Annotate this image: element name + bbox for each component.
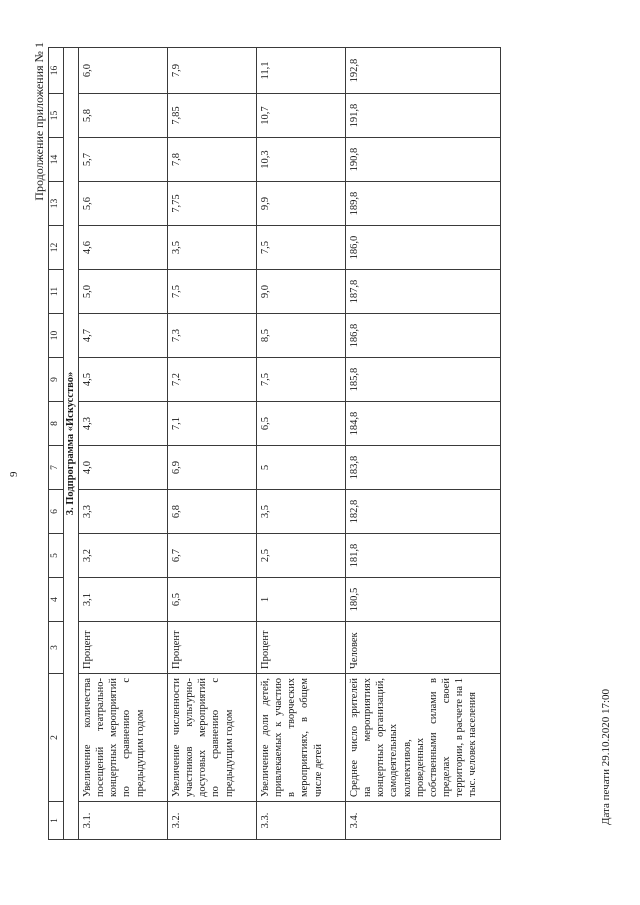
col-header: 1 [49, 802, 64, 840]
value-cell: 7,5 [257, 358, 346, 402]
table-row [168, 48, 257, 840]
col-header: 5 [49, 534, 64, 578]
value-cell: 10,7 [257, 94, 346, 138]
row-number: 3.3. [257, 802, 346, 840]
value-cell: 6,8 [168, 490, 257, 534]
value-cell: 181,8 [346, 534, 501, 578]
value-cell: 7,5 [257, 226, 346, 270]
value-cell: 5,6 [79, 182, 168, 226]
value-cell: 7,2 [168, 358, 257, 402]
col-header: 12 [49, 226, 64, 270]
indicator-name: Увеличение численности участников культурно-досуговых мероприятий по сравнению с предыдущим годом [168, 674, 257, 802]
col-header: 2 [49, 674, 64, 802]
value-cell: 6,0 [79, 48, 168, 94]
value-cell: 1 [257, 578, 346, 622]
value-cell: 10,3 [257, 138, 346, 182]
appendix-continuation: Продолжение приложения № 1 [32, 42, 46, 201]
col-header: 11 [49, 270, 64, 314]
value-cell: 6,9 [168, 446, 257, 490]
value-cell: 191,8 [346, 94, 501, 138]
col-header: 3 [49, 622, 64, 674]
unit-cell: Процент [168, 622, 257, 674]
value-cell: 2,5 [257, 534, 346, 578]
table-row [257, 48, 346, 840]
col-header: 6 [49, 490, 64, 534]
section-title: 3. Подпрограмма «Искусство» [64, 48, 79, 840]
row-number: 3.1. [79, 802, 168, 840]
col-header: 8 [49, 402, 64, 446]
value-cell: 7,3 [168, 314, 257, 358]
value-cell: 9,0 [257, 270, 346, 314]
value-cell: 186,8 [346, 314, 501, 358]
value-cell: 6,7 [168, 534, 257, 578]
col-header: 10 [49, 314, 64, 358]
value-cell: 7,9 [168, 48, 257, 94]
indicator-name: Увеличение количества посещений театрально-концертных мероприятий по сравнению с предыдущим годом [79, 674, 168, 802]
table-row [346, 48, 501, 840]
value-cell: 182,8 [346, 490, 501, 534]
value-cell: 8,5 [257, 314, 346, 358]
col-header: 15 [49, 94, 64, 138]
value-cell: 7,8 [168, 138, 257, 182]
value-cell: 185,8 [346, 358, 501, 402]
col-header: 13 [49, 182, 64, 226]
value-cell: 187,8 [346, 270, 501, 314]
row-number: 3.2. [168, 802, 257, 840]
col-header: 16 [49, 48, 64, 94]
value-cell: 7,1 [168, 402, 257, 446]
unit-cell: Процент [79, 622, 168, 674]
value-cell: 6,5 [257, 402, 346, 446]
value-cell: 184,8 [346, 402, 501, 446]
unit-cell: Человек [346, 622, 501, 674]
value-cell: 6,5 [168, 578, 257, 622]
value-cell: 4,5 [79, 358, 168, 402]
col-header: 9 [49, 358, 64, 402]
value-cell: 11,1 [257, 48, 346, 94]
value-cell: 5,7 [79, 138, 168, 182]
value-cell: 5,0 [79, 270, 168, 314]
value-cell: 3,5 [168, 226, 257, 270]
value-cell: 3,1 [79, 578, 168, 622]
section-row [64, 48, 79, 840]
value-cell: 4,6 [79, 226, 168, 270]
value-cell: 7,75 [168, 182, 257, 226]
indicator-name: Увеличение доли детей, привлекаемых к участию в творческих мероприятиях, в общем числе детей [257, 674, 346, 802]
column-number-row [49, 48, 64, 840]
value-cell: 180,5 [346, 578, 501, 622]
page-number: 9 [8, 471, 20, 477]
unit-cell: Процент [257, 622, 346, 674]
col-header: 4 [49, 578, 64, 622]
value-cell: 190,8 [346, 138, 501, 182]
indicator-name: Среднее число зрителей на мероприятиях концертных организаций, самодеятельных коллективов, проведенных собственными силами в пределах своей территории, в расчете на 1 тыс. человек населения [346, 674, 501, 802]
value-cell: 186,0 [346, 226, 501, 270]
value-cell: 3,2 [79, 534, 168, 578]
value-cell: 3,3 [79, 490, 168, 534]
col-header: 14 [49, 138, 64, 182]
row-number: 3.4. [346, 802, 501, 840]
value-cell: 4,3 [79, 402, 168, 446]
value-cell: 192,8 [346, 48, 501, 94]
value-cell: 3,5 [257, 490, 346, 534]
table-row [79, 48, 168, 840]
col-header: 7 [49, 446, 64, 490]
value-cell: 4,0 [79, 446, 168, 490]
value-cell: 7,5 [168, 270, 257, 314]
print-date: Дата печати 29.10.2020 17:00 [600, 688, 612, 825]
value-cell: 9,9 [257, 182, 346, 226]
value-cell: 183,8 [346, 446, 501, 490]
value-cell: 5,8 [79, 94, 168, 138]
value-cell: 5 [257, 446, 346, 490]
indicators-table [48, 47, 501, 840]
value-cell: 189,8 [346, 182, 501, 226]
value-cell: 7,85 [168, 94, 257, 138]
value-cell: 4,7 [79, 314, 168, 358]
